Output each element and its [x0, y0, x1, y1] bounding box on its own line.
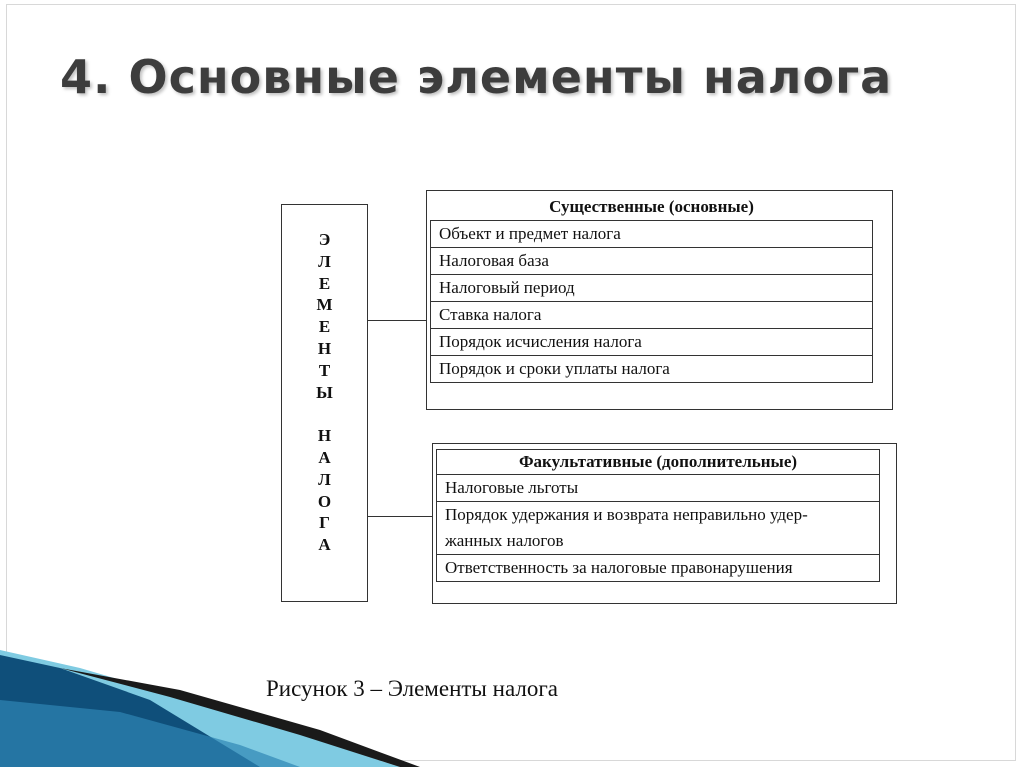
vertical-letter: А	[318, 447, 331, 467]
table-row: Объект и предмет налога	[431, 221, 873, 248]
vertical-letter: Е	[318, 317, 331, 337]
vertical-letter: Ы	[316, 382, 333, 402]
vertical-letter: Л	[318, 469, 331, 489]
vertical-letter: Г	[319, 513, 330, 533]
vertical-letter: А	[318, 535, 331, 555]
optional-header: Факультативные (дополнительные)	[437, 450, 880, 475]
vertical-letter: О	[317, 491, 332, 511]
vertical-letter: Э	[318, 230, 331, 249]
table-row: Налоговые льготы	[437, 475, 880, 502]
essential-header: Существенные (основные)	[549, 197, 754, 216]
table-row: Ответственность за налоговые правонарушения	[437, 555, 880, 582]
table-row: Налоговый период	[431, 275, 873, 302]
table-row: Налоговая база	[431, 248, 873, 275]
table-row: Порядок исчисления налога	[431, 329, 873, 356]
optional-item-line: жанных налогов	[445, 531, 564, 550]
vertical-letter: Н	[317, 338, 332, 358]
vertical-letter: Л	[318, 251, 331, 271]
table-row: Порядок и сроки уплаты налога	[431, 356, 873, 383]
slide-title: 4. Основные элементы налога	[60, 50, 893, 104]
table-row: Ставка налога	[431, 302, 873, 329]
vertical-letter: Е	[318, 273, 331, 293]
vertical-letter: Н	[317, 426, 332, 446]
optional-item-line: Порядок удержания и возврата неправильно удер-	[445, 505, 808, 524]
vertical-letter: Т	[318, 360, 331, 380]
vertical-letter: М	[316, 295, 333, 315]
figure-caption: Рисунок 3 – Элементы налога	[266, 676, 558, 701]
